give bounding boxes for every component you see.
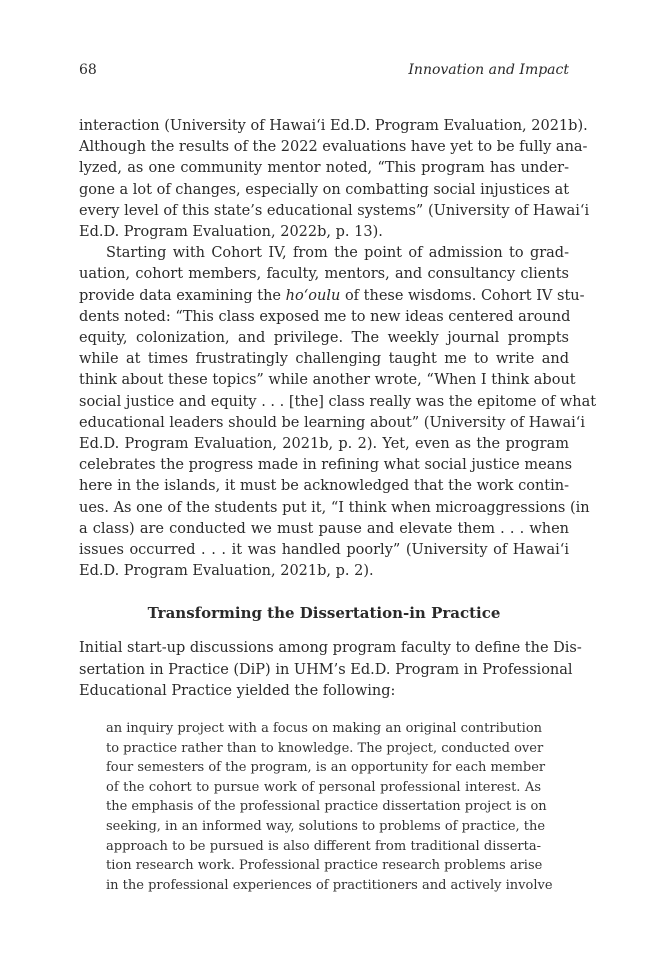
text-line: Ed.D. Program Evaluation, 2022b, p. 13).: [79, 224, 383, 241]
paragraph-2: [79, 243, 597, 582]
text-fragment: of these wisdoms. Cohort IV stu-: [340, 287, 585, 304]
text-line: a class) are conducted we must pause and elevate them . . . when: [79, 520, 569, 537]
text-line: [79, 286, 585, 307]
paragraph-1: [79, 116, 590, 243]
text-line: Ed.D. Program Evaluation, 2021b, p. 2).: [79, 563, 374, 580]
text-line: Ed.D. Program Evaluation, 2021b, p. 2). Yet, even as the program: [79, 436, 569, 453]
text-line: ues. As one of the students put it, “I think when microaggressions (in: [79, 499, 590, 516]
quote-line: seeking, in an informed way, solutions to problems of practice, the: [106, 818, 546, 834]
page-header: [79, 62, 569, 82]
text-fragment: provide data examining the: [79, 287, 286, 304]
block-quote: [106, 719, 553, 895]
quote-line: tion research work. Professional practice research problems arise: [106, 858, 543, 874]
quote-line: an inquiry project with a focus on making an original contribution: [106, 721, 543, 736]
text-line: Initial start-up discussions among program faculty to define the Dis-: [79, 640, 582, 657]
text-line: Although the results of the 2022 evaluations have yet to be fully ana-: [79, 139, 588, 156]
text-line: educational leaders should be learning about” (University of Hawai‘i: [79, 414, 585, 431]
text-line: dents noted: “This class exposed me to new ideas centered around: [79, 308, 571, 325]
text-line: interaction (University of Hawai‘i Ed.D. Program Evaluation, 2021b).: [79, 118, 588, 134]
text-line: think about these topics” while another wrote, “When I think about: [79, 372, 576, 389]
text-line: celebrates the progress made in refining what social justice means: [79, 457, 573, 474]
section-heading: Transforming the Dissertation-in Practice: [147, 604, 501, 623]
text-line: while at times frustratingly challenging taught me to write and: [79, 351, 569, 368]
text-line: here in the islands, it must be acknowledged that the work contin-: [79, 478, 569, 495]
text-line: uation, cohort members, faculty, mentors, and consultancy clients: [79, 266, 569, 283]
text-line: Starting with Cohort IV, from the point of admission to grad-: [106, 245, 569, 262]
quote-line: four semesters of the program, is an opportunity for each member: [106, 760, 546, 776]
text-line: every level of this state’s educational systems” (University of Hawai‘i: [79, 202, 590, 219]
quote-line: approach to be pursued is also different from traditional disserta-: [106, 838, 541, 854]
text-line: issues occurred . . . it was handled poorly” (University of Hawai‘i: [79, 542, 569, 559]
text-line: social justice and equity . . . [the] class really was the epitome of what: [79, 393, 597, 410]
text-line: lyzed, as one community mentor noted, “This program has under-: [79, 160, 569, 177]
body-text: [79, 116, 597, 702]
text-line: sertation in Practice (DiP) in UHM’s Ed.D. Program in Professional: [79, 661, 573, 678]
paragraph-3: [79, 638, 582, 702]
quote-line: in the professional experiences of practitioners and actively involve: [106, 877, 553, 893]
hawaiian-term: ho‘oulu: [285, 287, 341, 304]
running-head: Innovation and Impact: [408, 62, 569, 78]
quote-line: of the cohort to pursue work of personal professional interest. As: [106, 779, 541, 795]
text-line: gone a lot of changes, especially on combatting social injustices at: [79, 181, 570, 198]
quote-line: the emphasis of the professional practice dissertation project is on: [106, 799, 547, 815]
text-line: equity, colonization, and privilege. The weekly journal prompts: [79, 330, 569, 347]
text-line: Educational Practice yielded the following:: [79, 682, 396, 699]
quote-line: to practice rather than to knowledge. The project, conducted over: [106, 740, 544, 756]
page-number: 68: [79, 62, 97, 78]
